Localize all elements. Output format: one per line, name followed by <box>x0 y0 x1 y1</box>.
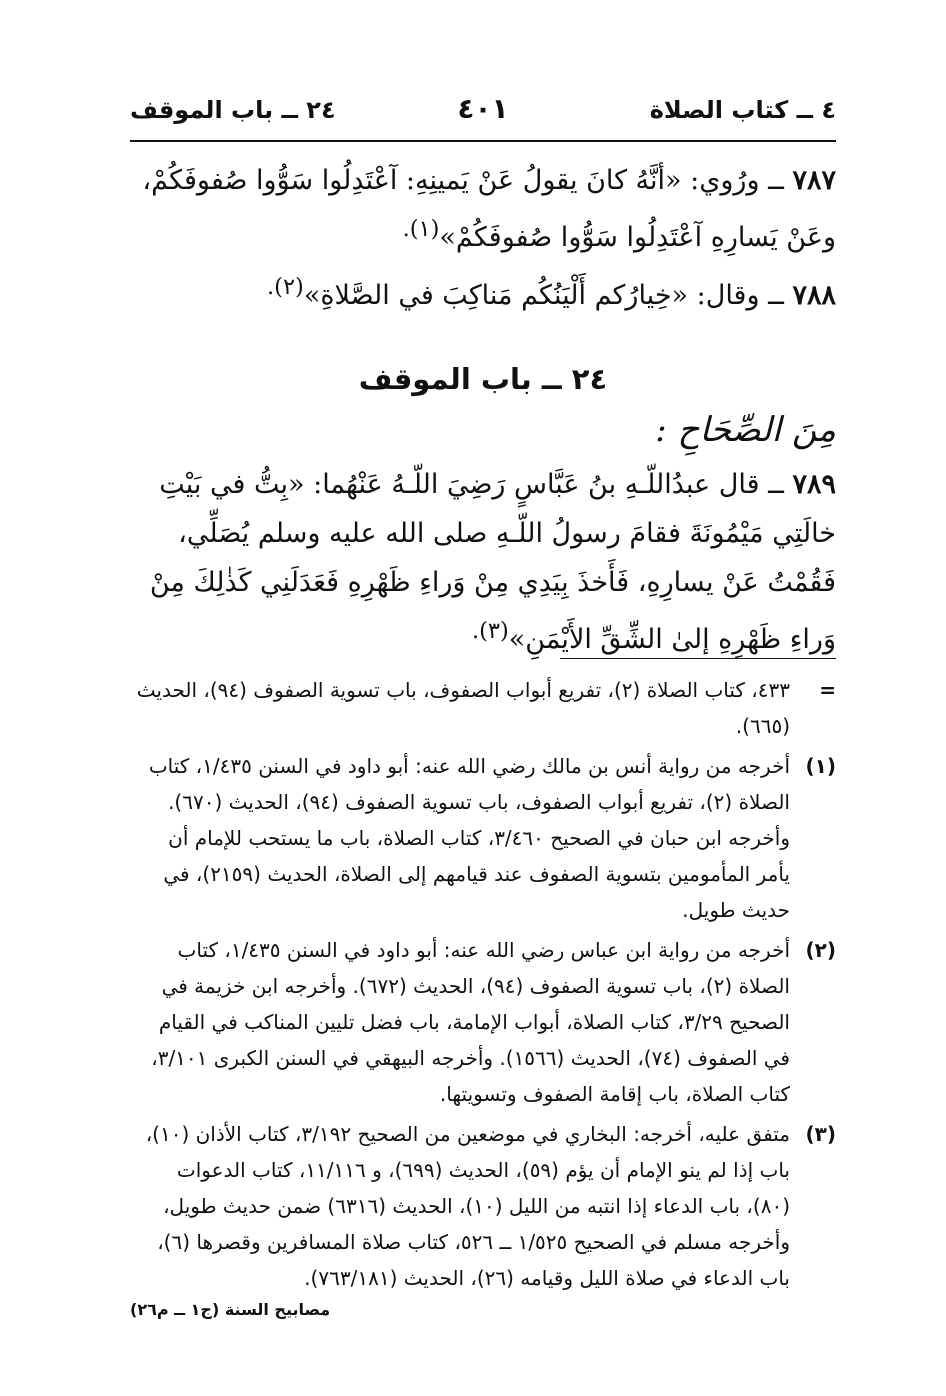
section-heading: مِنَ الصِّحَاحِ : <box>655 410 836 450</box>
hadith-789 <box>130 460 836 664</box>
footnote-text: أخرجه من رواية أنس بن مالك رضي الله عنه: أبو داود في السنن ١/٤٣٥، كتاب الصلاة (٢)، تفريع أبواب الصفوف، باب تسوية الصفوف (٩٤)، الحديث (٦٧٠). وأخرجه ابن حبان في الصحيح ٣/٤٦٠، كتاب الصلاة، باب ما يستحب للإمام أن يأمر المأمومين بتسوية الصفوف عند قيامهم إلى الصلاة، الحديث (٢١٥٩)، في حديث طويل. <box>148 754 790 922</box>
page-header <box>130 92 836 132</box>
hadith-text: ــ ورُوي: «أنَّهُ كانَ يقولُ عَنْ يَمينِهِ: آعْتَدِلُوا سَوُّوا صُفوفَكُمْ، وعَنْ يَسارِهِ آعْتَدِلُوا سَوُّوا صُفوفَكُمْ» <box>142 165 836 253</box>
footnote-mark: = <box>819 678 836 702</box>
header-chapter-title: ٢٤ ــ باب الموقف <box>130 96 336 124</box>
page-number: ٤٠١ <box>457 92 509 125</box>
footnote-3 <box>130 1116 836 1296</box>
hadith-text: ــ وقال: «خِيارُكم أَلْيَنُكُم مَناكِبَ في الصَّلاةِ» <box>303 280 793 311</box>
hadith-text: ــ قال عبدُاللّـهِ بنُ عَبَّاسٍ رَضِيَ اللّـهُ عَنْهُما: «بِتُّ في بَيْتِ خالَتِي مَيْمُونَةَ فقامَ رسولُ اللّـهِ صلى الله عليه وسلم يُصَلِّي، فَقُمْتُ عَنْ يسارِهِ، فَأَخذَ بِيَدِي مِنْ وَراءِ ظَهْرِهِ فَعَدَلَنِي كَذٰلِكَ مِنْ وَراءِ ظَهْرِهِ إلىٰ الشِّقِّ الأَيْمَنِ» <box>149 469 836 655</box>
footnote-mark: (١) <box>805 754 836 778</box>
footnote-2 <box>130 932 836 1112</box>
header-rule <box>130 140 836 142</box>
footnotes <box>130 672 836 1300</box>
footnote-ref: (١). <box>402 216 440 242</box>
footnote-1 <box>130 748 836 928</box>
footnote-continuation <box>130 672 836 744</box>
header-book-title: ٤ ــ كتاب الصلاة <box>649 96 836 124</box>
hadith-number: ٧٨٧ <box>792 165 836 196</box>
hadith-number: ٧٨٩ <box>792 469 836 500</box>
footnote-ref: (٢). <box>267 274 304 300</box>
footnote-ref: (٣). <box>471 618 509 644</box>
hadith-number: ٧٨٨ <box>792 280 836 311</box>
hadith-788 <box>130 263 836 320</box>
footnote-mark: (٢) <box>805 938 836 962</box>
page-footer: مصابيح السنة (ج١ ــ م٢٦) <box>130 1300 331 1319</box>
footnote-mark: (٣) <box>805 1122 836 1146</box>
footnote-text: ٤٣٣، كتاب الصلاة (٢)، تفريع أبواب الصفوف، باب تسوية الصفوف (٩٤)، الحديث (٦٦٥). <box>136 678 790 738</box>
footnote-text: متفق عليه، أخرجه: البخاري في موضعين من الصحيح ٣/١٩٢، كتاب الأذان (١٠)، باب إذا لم ينو الإمام أن يؤم (٥٩)، الحديث (٦٩٩)، و ١١/١١٦، كتاب الدعوات (٨٠)، باب الدعاء إذا انتبه من الليل (١٠)، الحديث (٦٣١٦) ضمن حديث طويل، وأخرجه مسلم في الصحيح ١/٥٢٥ ــ ٥٢٦، كتاب صلاة المسافرين وقصرها (٦)، باب الدعاء في صلاة الليل وقيامه (٢٦)، الحديث (٧٦٣/١٨١). <box>145 1122 790 1290</box>
hadith-787 <box>130 156 836 262</box>
footnote-separator <box>560 658 836 659</box>
footnote-text: أخرجه من رواية ابن عباس رضي الله عنه: أبو داود في السنن ١/٤٣٥، كتاب الصلاة (٢)، باب تسوية الصفوف (٩٤)، الحديث (٦٧٢). وأخرجه ابن خزيمة في الصحيح ٣/٢٩، كتاب الصلاة، أبواب الإمامة، باب فضل تليين المناكب في القيام في الصفوف (٧٤)، الحديث (١٥٦٦). وأخرجه البيهقي في السنن الكبرى ٣/١٠١، كتاب الصلاة، باب إقامة الصفوف وتسويتها. <box>151 938 790 1106</box>
chapter-title: ٢٤ ــ باب الموقف <box>358 362 608 396</box>
